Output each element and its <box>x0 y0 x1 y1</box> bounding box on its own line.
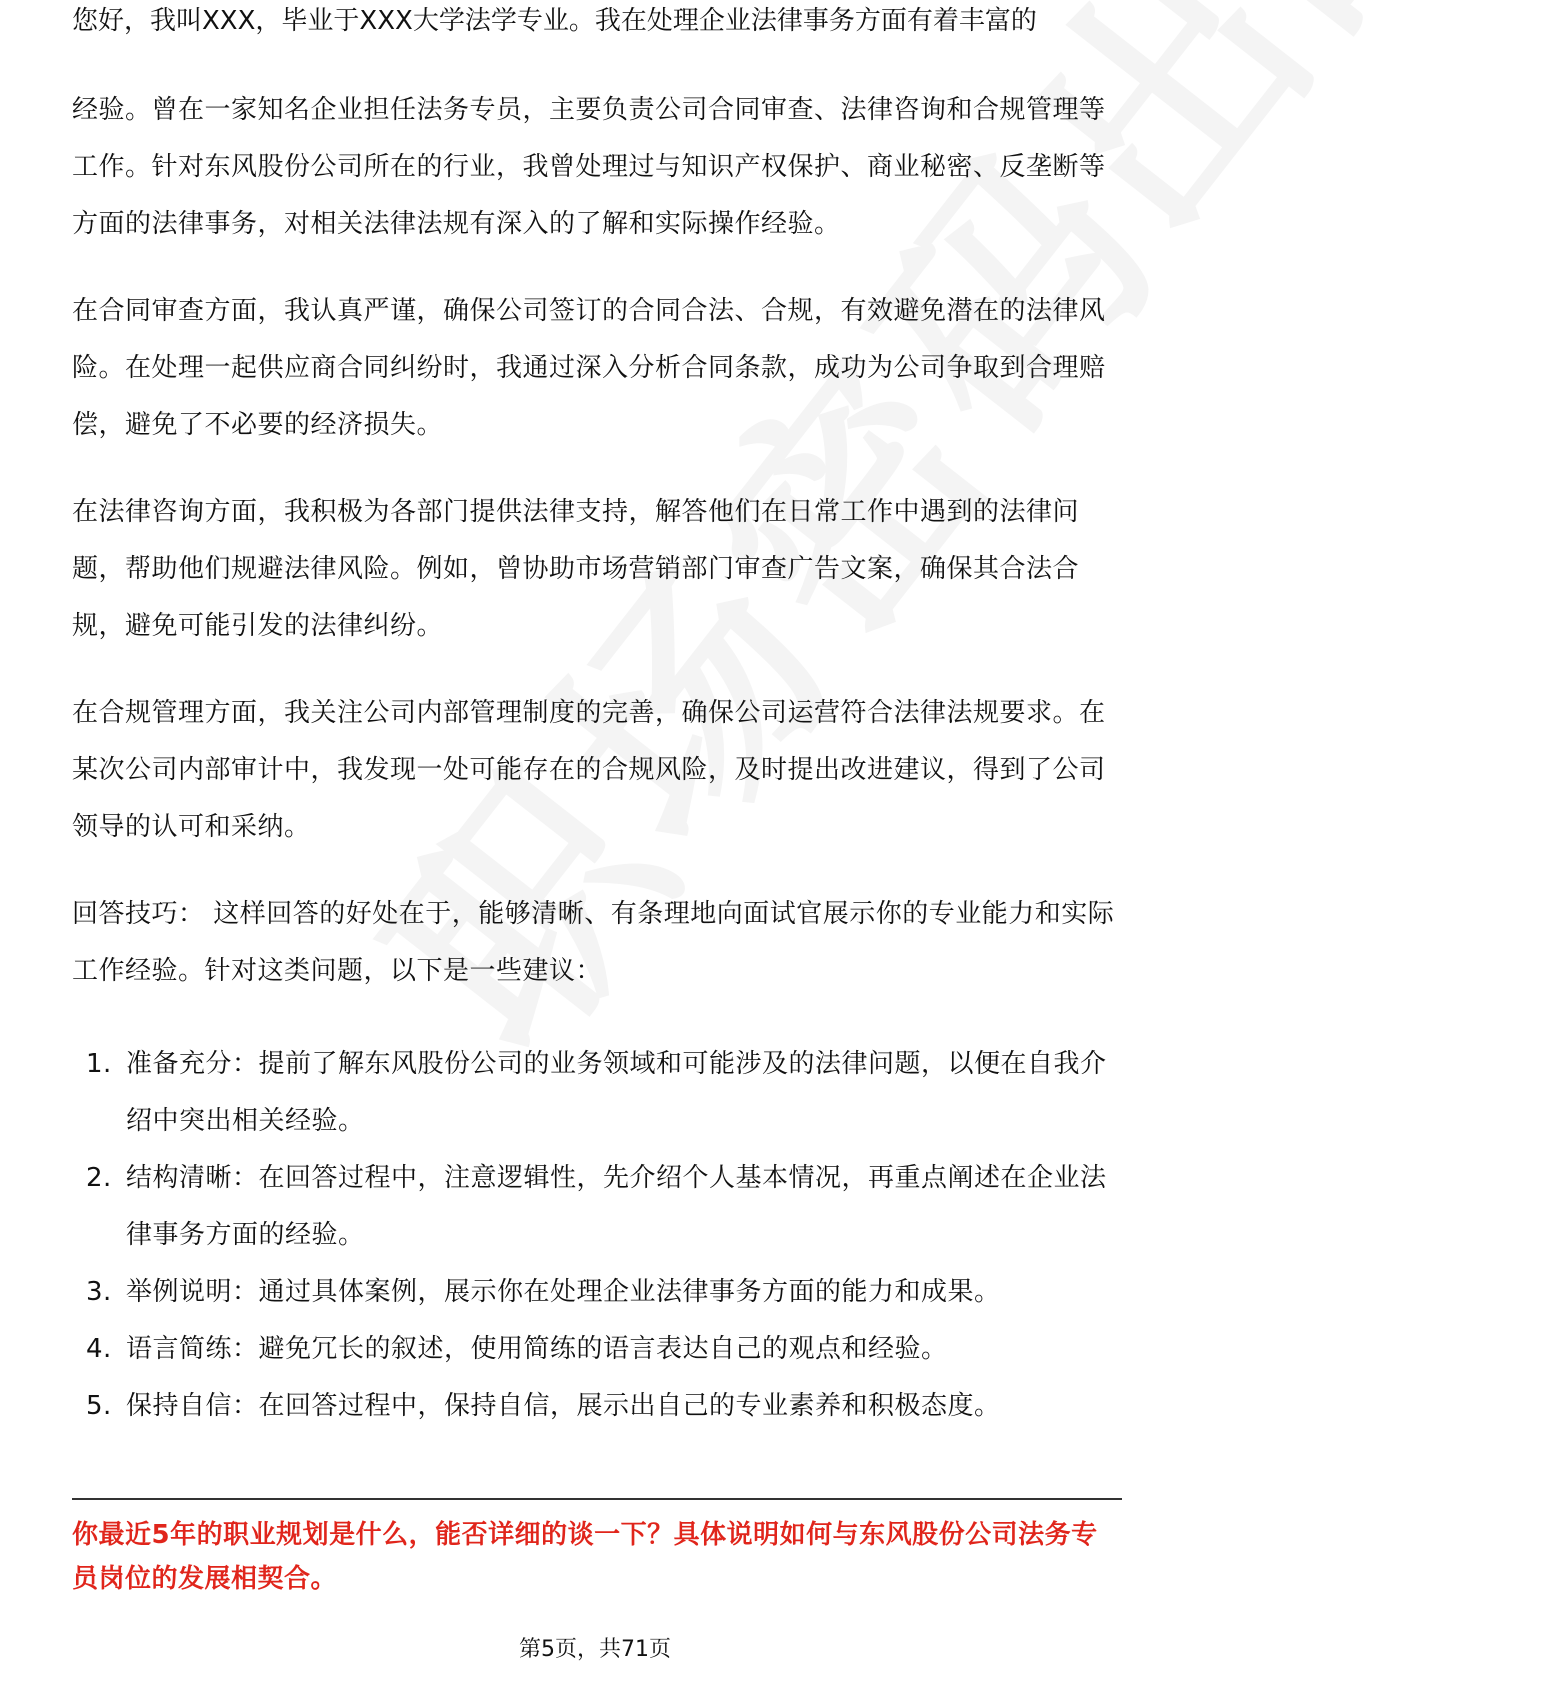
tip-item <box>72 1378 1122 1435</box>
tip-text: 举例说明：通过具体案例，展示你在处理企业法律事务方面的能力和成果。 <box>126 1277 1001 1307</box>
next-question-heading: 你最近5年的职业规划是什么，能否详细的谈一下？具体说明如何与东风股份公司法务专员岗位的发展相契合。 <box>72 1520 1098 1594</box>
answer-tips-intro: 回答技巧： 这样回答的好处在于，能够清晰、有条理地向面试官展示你的专业能力和实际工作经验。针对这类问题，以下是一些建议： <box>72 899 1115 986</box>
tip-text: 准备充分：提前了解东风股份公司的业务领域和可能涉及的法律问题，以便在自我介绍中突出相关经验。 <box>126 1049 1107 1136</box>
answer-paragraph-legal-consulting: 在法律咨询方面，我积极为各部门提供法律支持，解答他们在日常工作中遇到的法律问题，帮助他们规避法律风险。例如，曾协助市场营销部门审查广告文案，确保其合法合规，避免可能引发的法律纠纷。 <box>72 497 1080 641</box>
tip-text: 语言简练：避免冗长的叙述，使用简练的语言表达自己的观点和经验。 <box>126 1334 948 1364</box>
cut-off-top-line <box>72 6 1122 60</box>
tip-item <box>72 1036 1122 1150</box>
tip-number: 4. <box>86 1334 112 1364</box>
answer-paragraph-contract-review: 在合同审查方面，我认真严谨，确保公司签订的合同合法、合规，有效避免潜在的法律风险。在处理一起供应商合同纠纷时，我通过深入分析合同条款，成功为公司争取到合理赔偿，避免了不必要的经济损失。 <box>72 296 1106 440</box>
tip-number: 2. <box>86 1163 112 1193</box>
answer-paragraph-experience: 经验。曾在一家知名企业担任法务专员，主要负责公司合同审查、法律咨询和合规管理等工作。针对东风股份公司所在的行业，我曾处理过与知识产权保护、商业秘密、反垄断等方面的法律事务，对相关法律法规有深入的了解和实际操作经验。 <box>72 95 1106 239</box>
section-divider <box>72 1498 1122 1500</box>
tip-text: 结构清晰：在回答过程中，注意逻辑性，先介绍个人基本情况，再重点阐述在企业法律事务方面的经验。 <box>126 1163 1107 1250</box>
tips-list <box>72 1036 1122 1435</box>
page-number-footer: 第5页，共71页 <box>519 1637 671 1662</box>
tip-number: 5. <box>86 1391 112 1421</box>
answer-content <box>72 82 1122 1435</box>
tip-item <box>72 1264 1122 1321</box>
answer-paragraph-compliance: 在合规管理方面，我关注公司内部管理制度的完善，确保公司运营符合法律法规要求。在某次公司内部审计中，我发现一处可能存在的合规风险，及时提出改进建议，得到了公司领导的认可和采纳。 <box>72 698 1106 842</box>
tip-item <box>72 1150 1122 1264</box>
tip-item <box>72 1321 1122 1378</box>
tip-number: 1. <box>86 1049 112 1079</box>
tip-number: 3. <box>86 1277 112 1307</box>
tip-text: 保持自信：在回答过程中，保持自信，展示出自己的专业素养和积极态度。 <box>126 1391 1001 1421</box>
top-partial-line-text: 您好，我叫XXX，毕业于XXX大学法学专业。我在处理企业法律事务方面有着丰富的 <box>72 6 1037 36</box>
